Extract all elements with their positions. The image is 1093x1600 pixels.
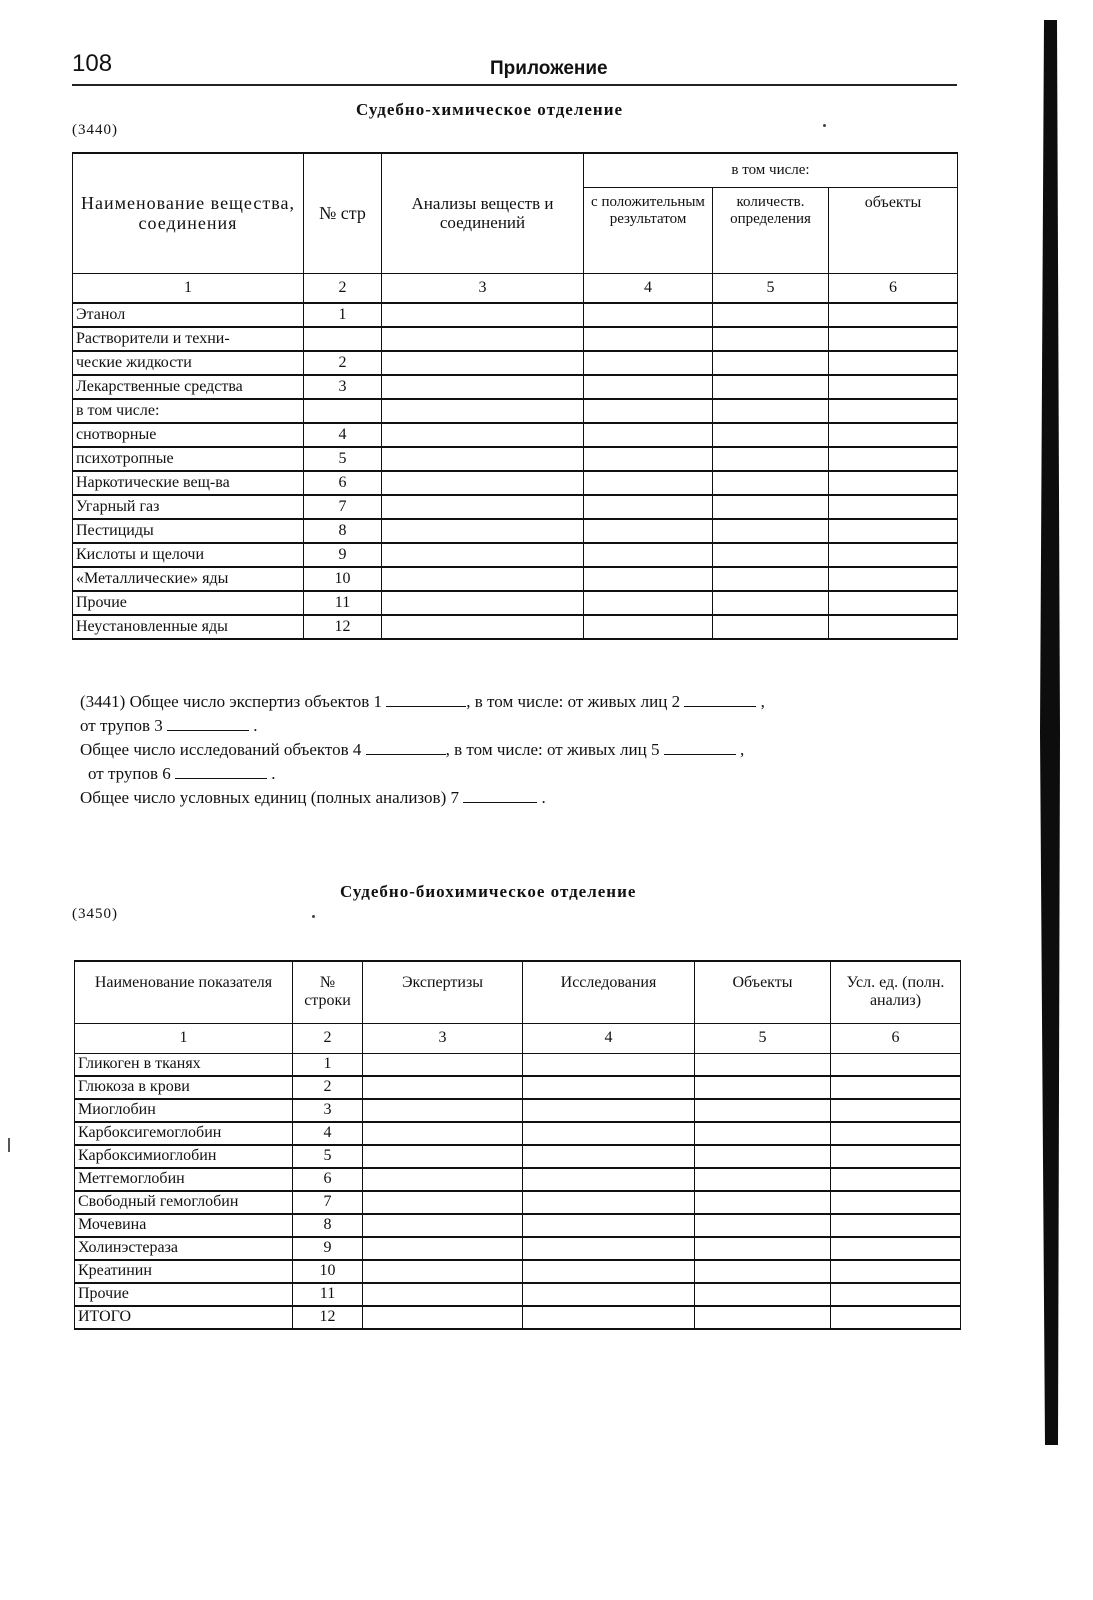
row-number: 1 — [293, 1053, 363, 1076]
summary-text: Общее число условных единиц (полных анализов) 7 — [80, 788, 459, 807]
empty-cell[interactable] — [382, 471, 584, 495]
scan-speck — [312, 915, 315, 918]
empty-cell[interactable] — [695, 1145, 831, 1168]
col-header-including: в том числе: — [584, 153, 958, 187]
chem-table-body — [73, 303, 958, 639]
empty-cell[interactable] — [523, 1168, 695, 1191]
col-number: 6 — [829, 273, 958, 303]
empty-cell[interactable] — [831, 1191, 961, 1214]
empty-cell[interactable] — [382, 591, 584, 615]
row-number: 6 — [293, 1168, 363, 1191]
empty-cell[interactable] — [363, 1099, 523, 1122]
col-number: 5 — [713, 273, 829, 303]
empty-cell[interactable] — [831, 1076, 961, 1099]
scan-mark — [8, 1138, 10, 1152]
row-number: 10 — [293, 1260, 363, 1283]
row-label: психотропные — [73, 447, 304, 471]
col-number: 3 — [382, 273, 584, 303]
empty-cell[interactable] — [829, 399, 958, 423]
running-head: Приложение — [490, 58, 608, 79]
empty-cell[interactable] — [382, 495, 584, 519]
empty-cell[interactable] — [695, 1099, 831, 1122]
col-header-quantitative: количеств. определения — [713, 187, 829, 273]
empty-cell[interactable] — [829, 615, 958, 639]
empty-cell[interactable] — [382, 423, 584, 447]
empty-cell[interactable] — [713, 327, 829, 351]
col-number: 5 — [695, 1023, 831, 1053]
empty-cell[interactable] — [382, 567, 584, 591]
empty-cell[interactable] — [831, 1053, 961, 1076]
table-row — [75, 1099, 961, 1122]
col-header-units: Усл. ед. (полн. анализ) — [831, 961, 961, 1023]
row-label: Карбоксигемоглобин — [75, 1122, 293, 1145]
empty-cell[interactable] — [829, 375, 958, 399]
empty-cell[interactable] — [831, 1283, 961, 1306]
table-row — [75, 1122, 961, 1145]
summary-line — [88, 764, 276, 784]
empty-cell[interactable] — [363, 1122, 523, 1145]
empty-cell[interactable] — [382, 519, 584, 543]
row-number: 8 — [293, 1214, 363, 1237]
empty-cell[interactable] — [695, 1168, 831, 1191]
empty-cell[interactable] — [713, 447, 829, 471]
empty-cell[interactable] — [584, 519, 713, 543]
summary-line — [80, 716, 258, 736]
summary-text: (3441) Общее число экспертиз объектов 1 — [80, 692, 383, 711]
empty-cell[interactable] — [584, 327, 713, 351]
empty-cell[interactable] — [523, 1191, 695, 1214]
table-row — [75, 1260, 961, 1283]
empty-cell[interactable] — [363, 1306, 523, 1329]
row-label: Кислоты и щелочи — [73, 543, 304, 567]
empty-cell[interactable] — [829, 519, 958, 543]
row-number: 12 — [293, 1306, 363, 1329]
row-number: 3 — [304, 375, 382, 399]
table-row — [75, 1237, 961, 1260]
empty-cell[interactable] — [382, 303, 584, 327]
row-label: в том числе: — [73, 399, 304, 423]
empty-cell[interactable] — [382, 615, 584, 639]
table-row — [75, 1306, 961, 1329]
table-row — [73, 303, 958, 327]
table-row — [75, 1145, 961, 1168]
col-number: 3 — [363, 1023, 523, 1053]
row-number: 4 — [293, 1122, 363, 1145]
empty-cell[interactable] — [695, 1053, 831, 1076]
empty-cell[interactable] — [523, 1076, 695, 1099]
row-number: 9 — [304, 543, 382, 567]
row-number: 5 — [293, 1145, 363, 1168]
empty-cell[interactable] — [713, 471, 829, 495]
empty-cell[interactable] — [829, 423, 958, 447]
summary-text: Общее число исследований объектов 4 — [80, 740, 362, 759]
bio-table-body — [75, 1053, 961, 1329]
row-label: Прочие — [73, 591, 304, 615]
empty-cell[interactable] — [584, 543, 713, 567]
row-number: 3 — [293, 1099, 363, 1122]
empty-cell[interactable] — [523, 1214, 695, 1237]
empty-cell[interactable] — [584, 423, 713, 447]
chem-section-title: Судебно-химическое отделение — [356, 100, 624, 119]
empty-cell[interactable] — [523, 1122, 695, 1145]
empty-cell[interactable] — [713, 399, 829, 423]
empty-cell[interactable] — [523, 1237, 695, 1260]
empty-cell[interactable] — [713, 519, 829, 543]
empty-cell[interactable] — [584, 495, 713, 519]
empty-cell[interactable] — [829, 303, 958, 327]
row-label: Растворители и техни- — [73, 327, 304, 351]
empty-cell[interactable] — [382, 327, 584, 351]
empty-cell[interactable] — [363, 1168, 523, 1191]
empty-cell[interactable] — [713, 351, 829, 375]
empty-cell[interactable] — [831, 1214, 961, 1237]
empty-cell[interactable] — [363, 1214, 523, 1237]
empty-cell[interactable] — [363, 1260, 523, 1283]
empty-cell[interactable] — [831, 1260, 961, 1283]
table-row — [75, 1214, 961, 1237]
row-label: Свободный гемоглобин — [75, 1191, 293, 1214]
row-label: ИТОГО — [75, 1306, 293, 1329]
row-label: ческие жидкости — [73, 351, 304, 375]
empty-cell[interactable] — [829, 543, 958, 567]
row-number: 8 — [304, 519, 382, 543]
table-row — [73, 543, 958, 567]
empty-cell[interactable] — [523, 1283, 695, 1306]
empty-cell[interactable] — [829, 567, 958, 591]
table-row — [73, 567, 958, 591]
row-number: 1 — [304, 303, 382, 327]
row-number: 2 — [293, 1076, 363, 1099]
row-number — [304, 399, 382, 423]
table-row — [73, 375, 958, 399]
empty-cell[interactable] — [829, 471, 958, 495]
empty-cell[interactable] — [584, 303, 713, 327]
summary-text: . — [271, 764, 276, 783]
chem-table — [72, 152, 958, 640]
empty-cell[interactable] — [523, 1099, 695, 1122]
table-row — [75, 1283, 961, 1306]
empty-cell[interactable] — [713, 567, 829, 591]
bio-form-code: (3450) — [72, 906, 118, 922]
bio-section-title: Судебно-биохимическое отделение — [340, 882, 637, 901]
empty-cell[interactable] — [831, 1168, 961, 1191]
summary-line — [80, 740, 744, 760]
row-label: снотворные — [73, 423, 304, 447]
col-header-row-no: № строки — [293, 961, 363, 1023]
empty-cell[interactable] — [695, 1283, 831, 1306]
scan-edge-shadow — [1040, 20, 1060, 1445]
row-label: Мочевина — [75, 1214, 293, 1237]
table-row — [73, 423, 958, 447]
table-row — [73, 591, 958, 615]
empty-cell[interactable] — [584, 447, 713, 471]
empty-cell[interactable] — [831, 1145, 961, 1168]
table-row — [73, 519, 958, 543]
row-number: 7 — [293, 1191, 363, 1214]
table-row — [73, 471, 958, 495]
empty-cell[interactable] — [523, 1260, 695, 1283]
summary-line — [80, 788, 546, 808]
empty-cell[interactable] — [829, 495, 958, 519]
empty-cell[interactable] — [829, 591, 958, 615]
table-row — [75, 1191, 961, 1214]
empty-cell[interactable] — [831, 1122, 961, 1145]
empty-cell[interactable] — [363, 1076, 523, 1099]
col-number: 6 — [831, 1023, 961, 1053]
empty-cell[interactable] — [695, 1214, 831, 1237]
summary-text: . — [253, 716, 258, 735]
bio-table — [74, 960, 961, 1330]
summary-text: от трупов 3 — [80, 716, 163, 735]
empty-cell[interactable] — [523, 1053, 695, 1076]
summary-text: , в том числе: от живых лиц 2 — [466, 692, 681, 711]
summary-text: , — [760, 692, 765, 711]
table-row — [73, 351, 958, 375]
empty-cell[interactable] — [713, 423, 829, 447]
col-header-objects: объекты — [829, 187, 958, 273]
table-row — [75, 1168, 961, 1191]
empty-cell[interactable] — [382, 543, 584, 567]
col-number: 4 — [523, 1023, 695, 1053]
empty-cell[interactable] — [831, 1306, 961, 1329]
table-row — [73, 615, 958, 639]
empty-cell[interactable] — [713, 495, 829, 519]
row-label: Глюкоза в крови — [75, 1076, 293, 1099]
empty-cell[interactable] — [829, 351, 958, 375]
col-header-positive: с положительным результатом — [584, 187, 713, 273]
col-number: 2 — [293, 1023, 363, 1053]
empty-cell[interactable] — [363, 1283, 523, 1306]
row-number: 9 — [293, 1237, 363, 1260]
summary-line — [80, 692, 765, 712]
table-row — [73, 327, 958, 351]
row-label: Гликоген в тканях — [75, 1053, 293, 1076]
empty-cell[interactable] — [713, 375, 829, 399]
fill-in-blank[interactable] — [684, 692, 756, 707]
row-label: «Металлические» яды — [73, 567, 304, 591]
table-row — [73, 495, 958, 519]
empty-cell[interactable] — [382, 399, 584, 423]
empty-cell[interactable] — [363, 1145, 523, 1168]
empty-cell[interactable] — [695, 1260, 831, 1283]
row-number: 5 — [304, 447, 382, 471]
row-label: Холинэстераза — [75, 1237, 293, 1260]
summary-text: . — [541, 788, 546, 807]
row-label: Лекарственные средства — [73, 375, 304, 399]
chem-form-code: (3440) — [72, 122, 118, 138]
empty-cell[interactable] — [713, 615, 829, 639]
col-header-row-no: № стр — [304, 153, 382, 273]
empty-cell[interactable] — [829, 447, 958, 471]
col-number: 4 — [584, 273, 713, 303]
table-row — [73, 399, 958, 423]
empty-cell[interactable] — [363, 1053, 523, 1076]
fill-in-blank[interactable] — [366, 740, 446, 755]
row-number: 12 — [304, 615, 382, 639]
empty-cell[interactable] — [713, 591, 829, 615]
empty-cell[interactable] — [831, 1237, 961, 1260]
row-number — [304, 327, 382, 351]
col-number: 2 — [304, 273, 382, 303]
row-number: 7 — [304, 495, 382, 519]
fill-in-blank[interactable] — [664, 740, 736, 755]
empty-cell[interactable] — [363, 1237, 523, 1260]
empty-cell[interactable] — [584, 399, 713, 423]
table-row — [73, 447, 958, 471]
empty-cell[interactable] — [695, 1191, 831, 1214]
col-number: 1 — [75, 1023, 293, 1053]
row-label: Неустановленные яды — [73, 615, 304, 639]
header-rule — [72, 84, 957, 86]
empty-cell[interactable] — [695, 1076, 831, 1099]
row-label: Карбоксимиоглобин — [75, 1145, 293, 1168]
row-label: Наркотические вещ-ва — [73, 471, 304, 495]
empty-cell[interactable] — [584, 615, 713, 639]
empty-cell[interactable] — [584, 375, 713, 399]
row-label: Угарный газ — [73, 495, 304, 519]
row-label: Пестициды — [73, 519, 304, 543]
empty-cell[interactable] — [523, 1145, 695, 1168]
table-row — [75, 1076, 961, 1099]
summary-text: , — [739, 740, 745, 759]
row-label: Креатинин — [75, 1260, 293, 1283]
empty-cell[interactable] — [713, 303, 829, 327]
empty-cell[interactable] — [584, 591, 713, 615]
row-number: 11 — [293, 1283, 363, 1306]
row-label: Этанол — [73, 303, 304, 327]
empty-cell[interactable] — [382, 447, 584, 471]
empty-cell[interactable] — [713, 543, 829, 567]
row-number: 2 — [304, 351, 382, 375]
summary-text: , в том числе: от живых лиц 5 — [445, 740, 660, 759]
summary-text: от трупов 6 — [88, 764, 171, 783]
row-number: 11 — [304, 591, 382, 615]
col-header-analyses: Анализы веществ и соединений — [382, 153, 584, 273]
fill-in-blank[interactable] — [175, 764, 267, 779]
empty-cell[interactable] — [695, 1237, 831, 1260]
empty-cell[interactable] — [695, 1122, 831, 1145]
empty-cell[interactable] — [363, 1191, 523, 1214]
row-label: Миоглобин — [75, 1099, 293, 1122]
empty-cell[interactable] — [382, 351, 584, 375]
row-number: 6 — [304, 471, 382, 495]
col-header-studies: Исследования — [523, 961, 695, 1023]
empty-cell[interactable] — [584, 351, 713, 375]
col-header-name: Наименование показателя — [75, 961, 293, 1023]
fill-in-blank[interactable] — [463, 788, 537, 803]
col-header-name: Наименование вещества, соединения — [73, 153, 304, 273]
fill-in-blank[interactable] — [386, 692, 466, 707]
row-label: Метгемоглобин — [75, 1168, 293, 1191]
empty-cell[interactable] — [382, 375, 584, 399]
empty-cell[interactable] — [831, 1099, 961, 1122]
col-header-objects: Объекты — [695, 961, 831, 1023]
empty-cell[interactable] — [584, 471, 713, 495]
empty-cell[interactable] — [584, 567, 713, 591]
fill-in-blank[interactable] — [167, 716, 249, 731]
scan-speck — [823, 124, 826, 127]
row-label: Прочие — [75, 1283, 293, 1306]
empty-cell[interactable] — [523, 1306, 695, 1329]
page-number: 108 — [72, 50, 113, 77]
empty-cell[interactable] — [829, 327, 958, 351]
col-header-expertises: Экспертизы — [363, 961, 523, 1023]
col-number: 1 — [73, 273, 304, 303]
table-row — [75, 1053, 961, 1076]
empty-cell[interactable] — [695, 1306, 831, 1329]
row-number: 4 — [304, 423, 382, 447]
row-number: 10 — [304, 567, 382, 591]
